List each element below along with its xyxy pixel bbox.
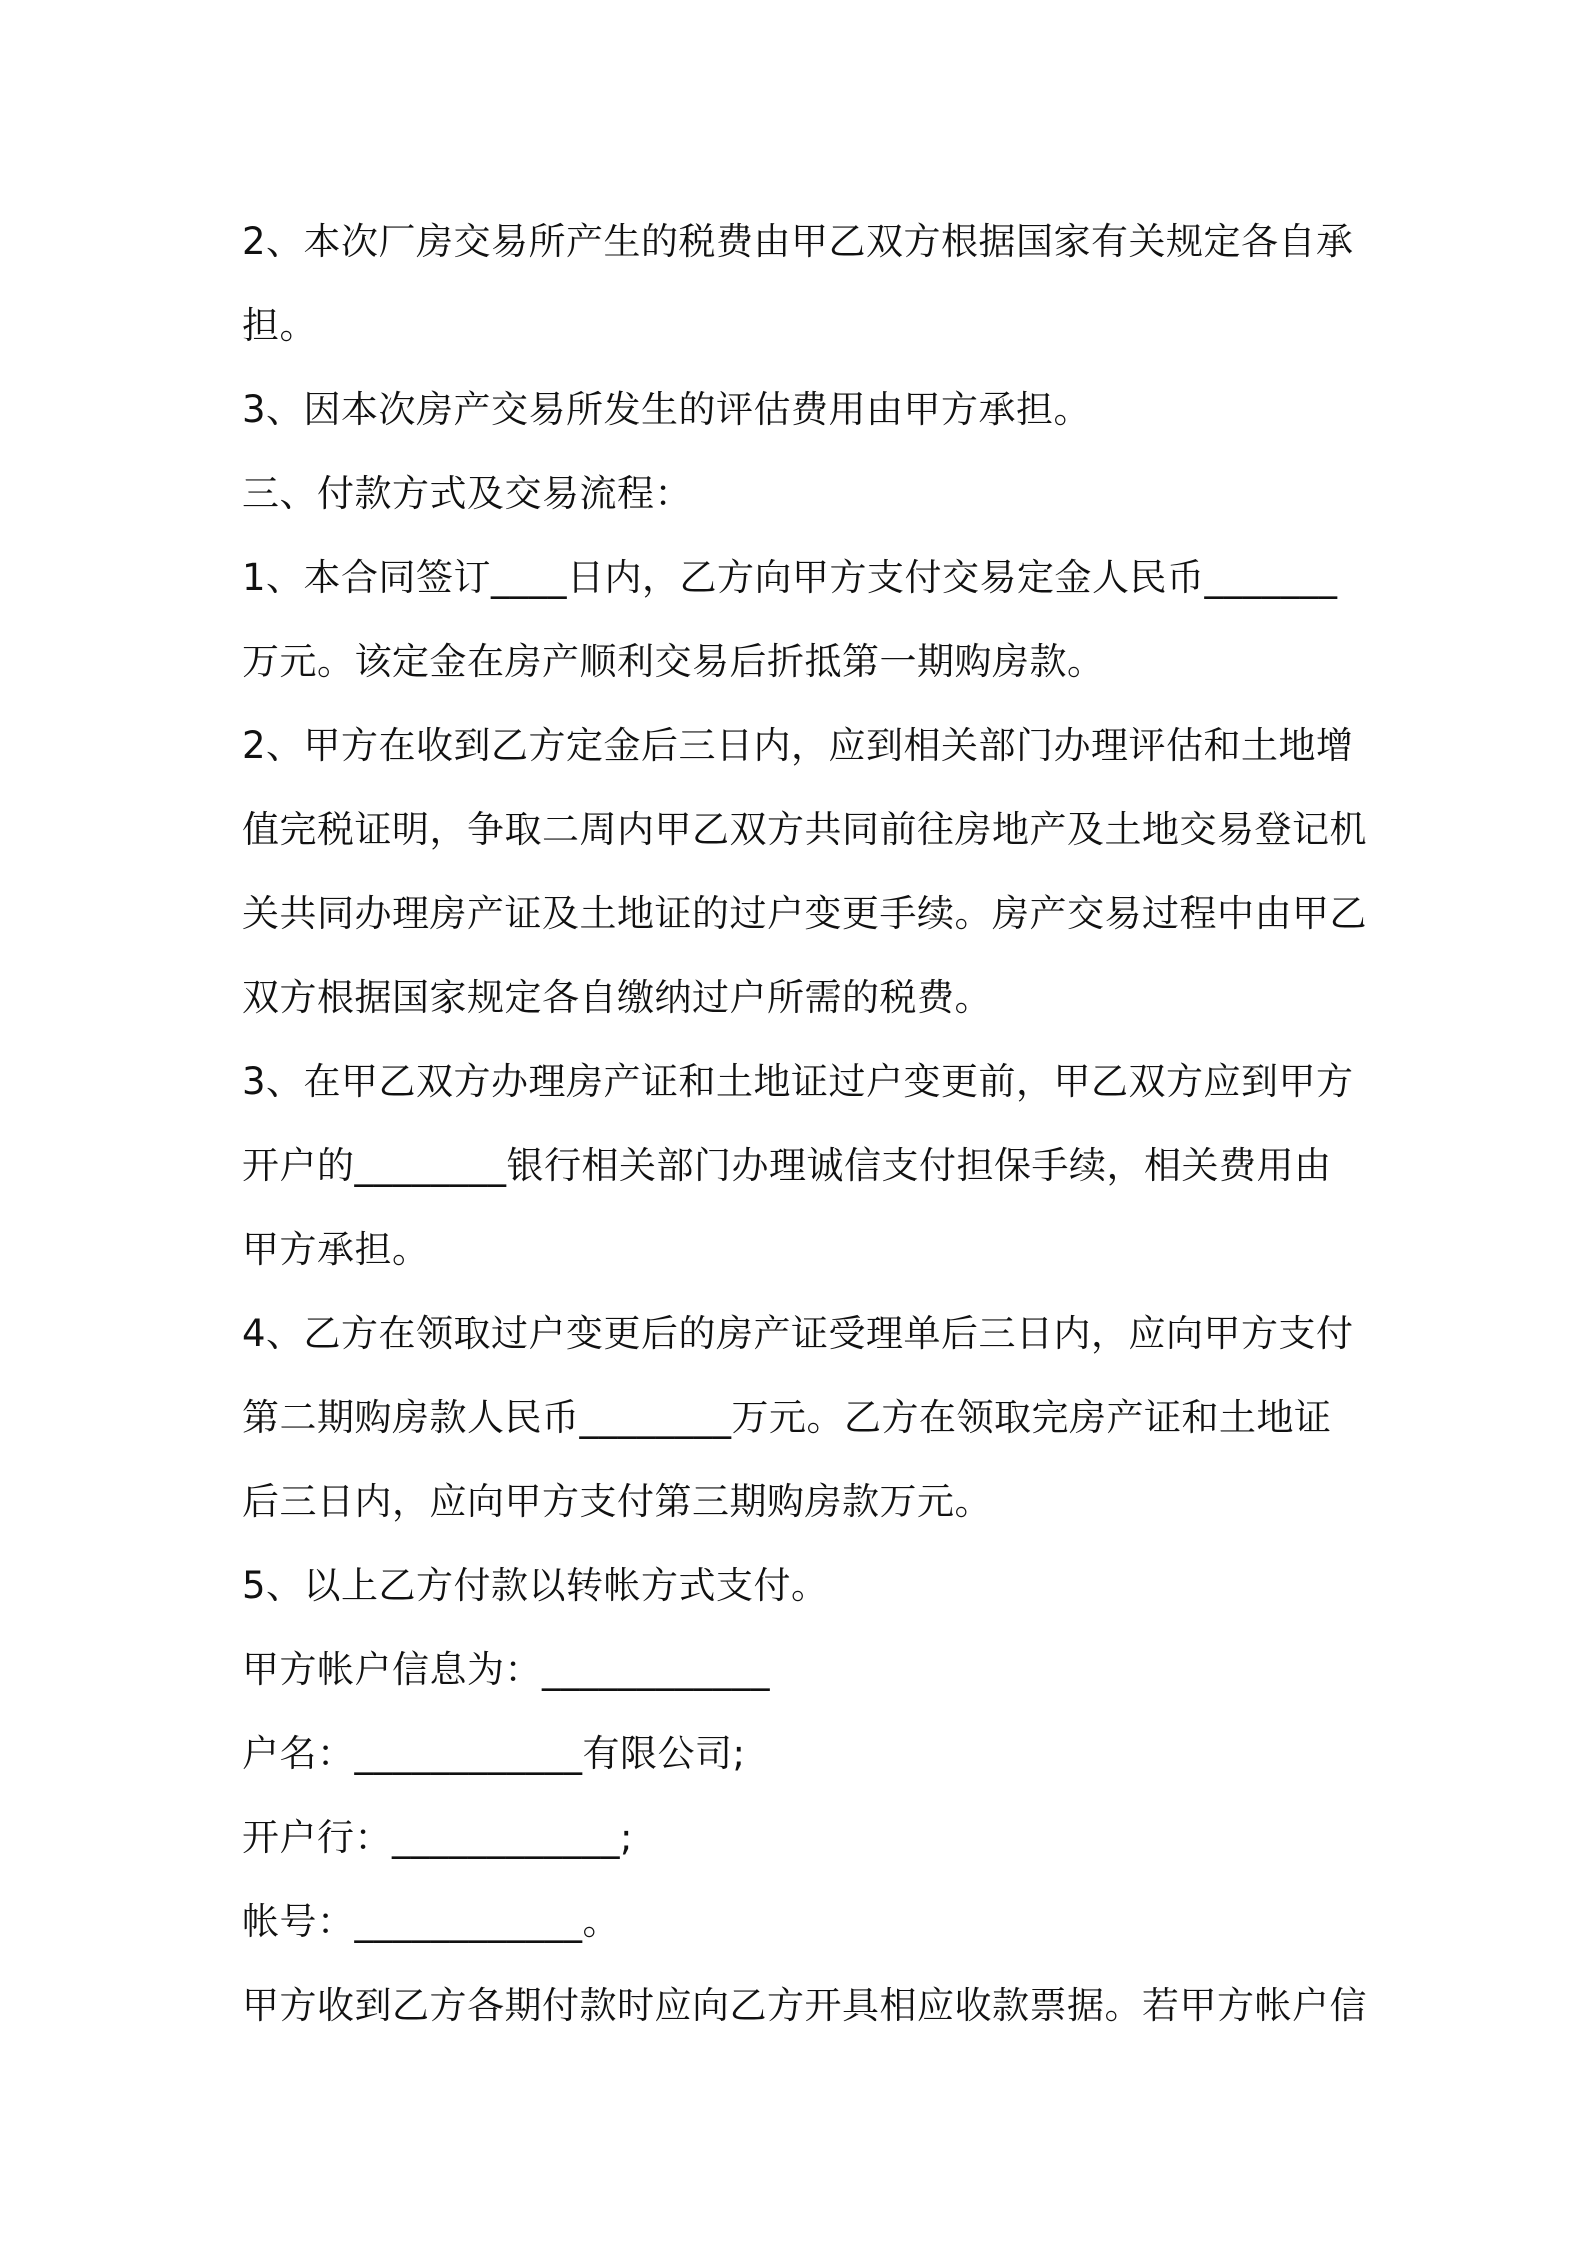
- document-body: [242, 200, 1367, 2048]
- text-line: 1、本合同签订____日内，乙方向甲方支付交易定金人民币_______: [242, 556, 1338, 599]
- text-line: 值完税证明，争取二周内甲乙双方共同前往房地产及土地交易登记机: [242, 808, 1367, 851]
- text-line: 关共同办理房产证及土地证的过户变更手续。房产交易过程中由甲乙: [242, 892, 1367, 935]
- text-line: 担。: [242, 304, 317, 347]
- text-line: 2、本次厂房交易所产生的税费由甲乙双方根据国家有关规定各自承: [242, 220, 1354, 263]
- text-line: 4、乙方在领取过户变更后的房产证受理单后三日内，应向甲方支付: [242, 1312, 1354, 1355]
- account-number-field: 帐号：____________。: [242, 1900, 620, 1943]
- section-heading: 三、付款方式及交易流程：: [242, 472, 692, 515]
- account-name-field: 户名：____________有限公司;: [242, 1732, 746, 1775]
- text-line: 第二期购房款人民币________万元。乙方在领取完房产证和土地证: [242, 1396, 1332, 1439]
- account-info-label: 甲方帐户信息为：____________: [242, 1648, 770, 1691]
- text-line: 万元。该定金在房产顺利交易后折抵第一期购房款。: [242, 640, 1105, 683]
- bank-field: 开户行：____________;: [242, 1816, 633, 1859]
- text-line: 5、以上乙方付款以转帐方式支付。: [242, 1564, 829, 1607]
- text-line: 甲方收到乙方各期付款时应向乙方开具相应收款票据。若甲方帐户信: [242, 1984, 1367, 2027]
- text-line: 后三日内，应向甲方支付第三期购房款万元。: [242, 1480, 992, 1523]
- text-line: 2、甲方在收到乙方定金后三日内，应到相关部门办理评估和土地增: [242, 724, 1354, 767]
- text-line: 甲方承担。: [242, 1228, 430, 1271]
- text-line: 3、因本次房产交易所发生的评估费用由甲方承担。: [242, 388, 1092, 431]
- text-line: 开户的________银行相关部门办理诚信支付担保手续，相关费用由: [242, 1144, 1332, 1187]
- text-line: 双方根据国家规定各自缴纳过户所需的税费。: [242, 976, 992, 1019]
- text-line: 3、在甲乙双方办理房产证和土地证过户变更前，甲乙双方应到甲方: [242, 1060, 1354, 1103]
